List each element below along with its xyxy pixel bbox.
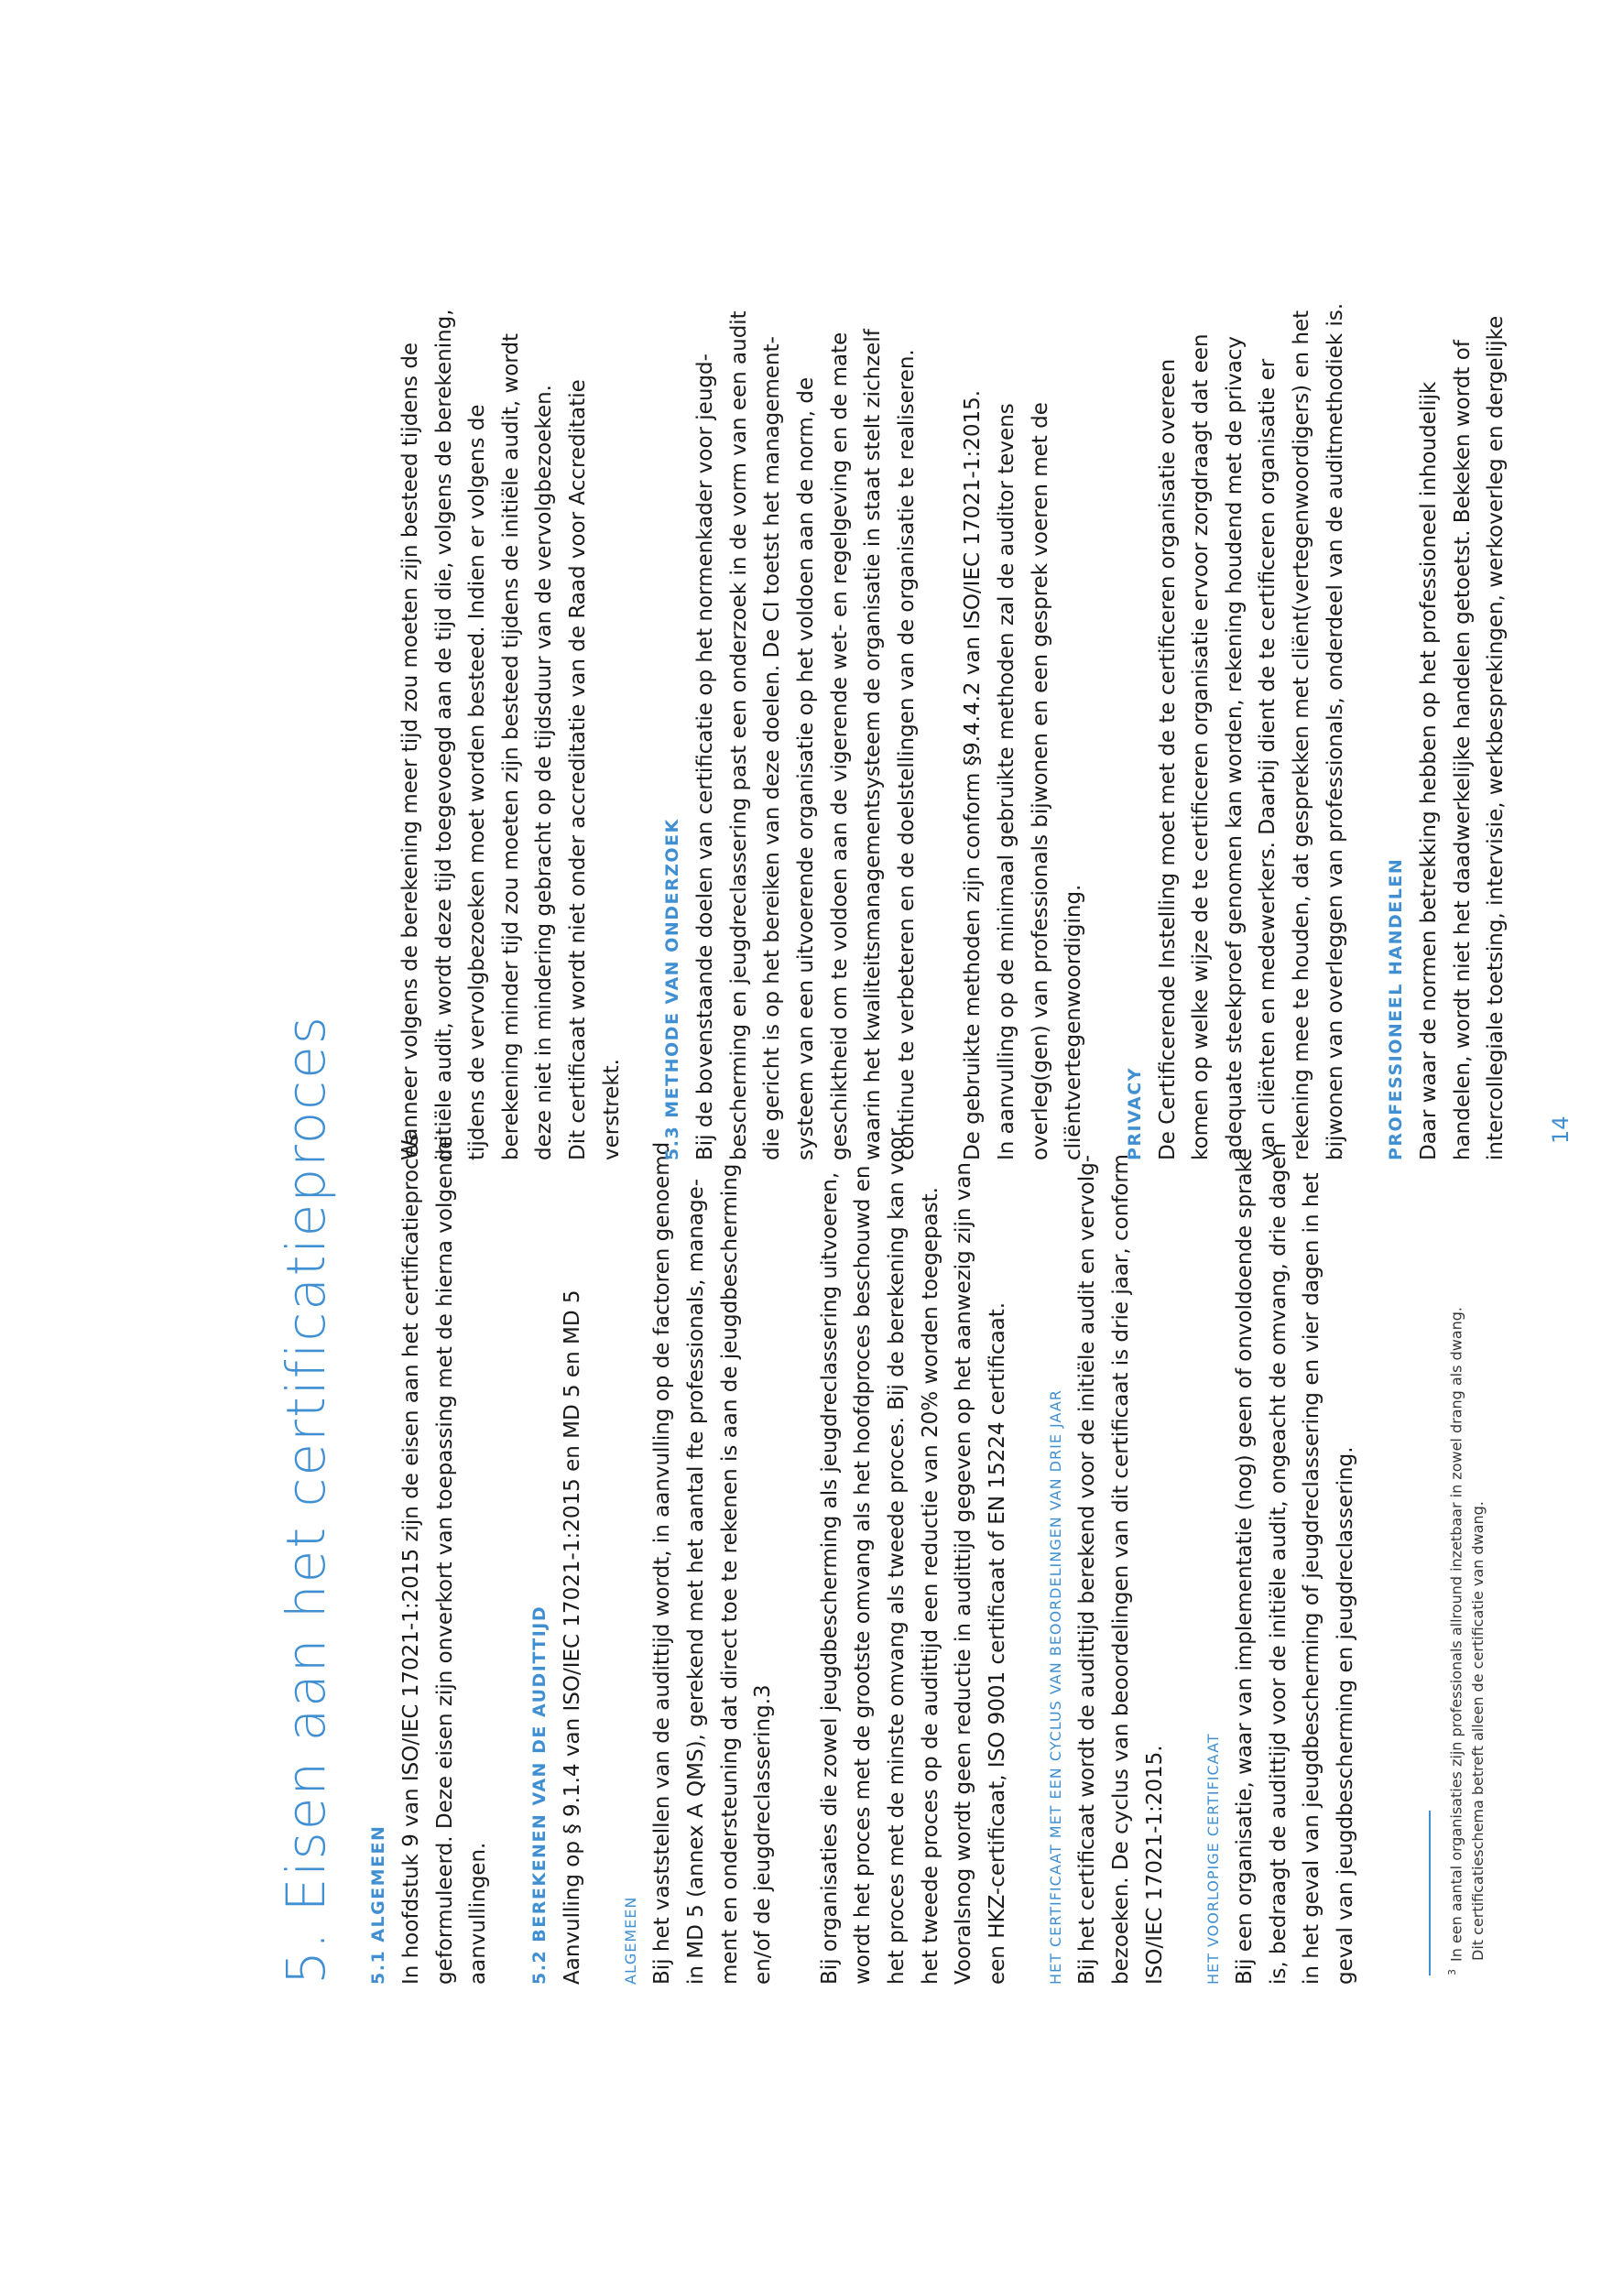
- body-line: bijwonen van overleggen van professionals, onderdeel van de auditmethodiek is.: [1323, 302, 1347, 1160]
- body-line: die gericht is op het bereiken van deze doelen. De CI toetst het management-: [760, 336, 785, 1160]
- body-line: wordt het proces met de grootste omvang als het hoofdproces beschouwd en: [851, 1165, 876, 1985]
- body-line: Bij een organisatie, waar van implementatie (nog) geen of onvoldoende sprake: [1233, 1148, 1258, 1985]
- section-heading-privacy: PRIVACY: [1124, 1067, 1145, 1160]
- body-line: Daar waar de normen betrekking hebben op het professioneel inhoudelijk: [1417, 381, 1442, 1160]
- body-line: adequate steekproef genomen kan worden, rekening houdend met de privacy: [1222, 335, 1247, 1160]
- body-line: geval van jeugdbescherming en jeugdreclassering.: [1333, 1446, 1357, 1985]
- body-line: Vooralsnog wordt geen reductie in audittijd gegeven op het aanwezig zijn van: [952, 1162, 976, 1985]
- footnote-number: 3: [1446, 1969, 1458, 1975]
- footnote: [1442, 1307, 1489, 1975]
- section-heading-algemeen: 5.1 ALGEMEEN: [368, 1824, 388, 1985]
- section-heading-professioneel: PROFESSIONEEL HANDELEN: [1386, 857, 1407, 1160]
- body-line: cliëntvertegenwoordiging.: [1062, 884, 1086, 1160]
- body-line: bezoeken. De cyclus van beoordelingen van dit certificaat is drie jaar, conform: [1108, 1154, 1133, 1985]
- body-line: De Certificerende Instelling moet met de te certificeren organisatie overeen: [1155, 358, 1180, 1160]
- section-heading-audittijd: 5.2 BEREKENEN VAN DE AUDITTIJD: [528, 1605, 550, 1985]
- body-line: initiële audit, wordt deze tijd toegevoegd aan de tijd die, volgens de berekening,: [431, 309, 456, 1160]
- body-line: is, bedraagt de audittijd voor de initiële audit, ongeacht de omvang, drie dagen: [1266, 1142, 1291, 1985]
- page-number: 14: [1548, 1115, 1574, 1144]
- body-line: continue te verbeteren en de doelstellingen van de organisatie te realiseren.: [894, 349, 919, 1160]
- left-column: [362, 1127, 1362, 1985]
- right-column: [394, 302, 1513, 1160]
- body-line: van cliënten en medewerkers. Daarbij dient de te certificeren organisatie er: [1256, 358, 1280, 1160]
- body-line: tijdens de vervolgbezoeken moet worden besteed. Indien er volgens de: [465, 404, 490, 1160]
- body-line: overleg(gen) van professionals bijwonen en een gesprek voeren met de: [1028, 402, 1052, 1160]
- body-line: ISO/IEC 17021-1:2015.: [1142, 1745, 1167, 1985]
- body-line: systeem van een uitvoerende organisatie op het voldoen aan de norm, de: [793, 376, 818, 1160]
- body-line: waarin het kwaliteitsmanagementsysteem de organisatie in staat stelt zichzelf: [861, 329, 886, 1160]
- body-line: Aanvulling op § 9.1.4 van ISO/IEC 17021-1:2015 en MD 5 en MD 5: [560, 1289, 584, 1985]
- body-line: intercollegiale toetsing, intervisie, werkbesprekingen, werkoverleg en dergelijke: [1484, 315, 1509, 1160]
- subheading-algemeen: ALGEMEEN: [622, 1896, 640, 1985]
- body-line: rekening mee te houden, dat gesprekken met cliënt(vertegenwoordigers) en het: [1290, 310, 1314, 1160]
- section-heading-methode: 5.3 METHODE VAN ONDERZOEK: [662, 818, 683, 1160]
- subheading-cyclus: HET CERTIFICAAT MET EEN CYCLUS VAN BEOORDELINGEN VAN DRIE JAAR: [1047, 1389, 1065, 1985]
- footnote-rule: [1429, 1811, 1431, 1975]
- body-line: geschiktheid om te voldoen aan de vigerende wet- en regelgeving en de mate: [827, 332, 852, 1160]
- body-line: in het geval van jeugdbescherming of jeugdreclassering en vier dagen in het: [1300, 1172, 1324, 1985]
- body-line: berekening minder tijd zou moeten zijn besteed tijdens de initiële audit, wordt: [498, 332, 523, 1160]
- body-line: In hoofdstuk 9 van ISO/IEC 17021-1:2015 zijn de eisen aan het certificatieproces: [399, 1134, 423, 1985]
- body-line: In aanvulling op de minimaal gebruikte methoden zal de auditor tevens: [994, 403, 1018, 1160]
- body-line: komen op welke wijze de te certificeren organisatie ervoor zorgdraagt dat een: [1189, 333, 1214, 1160]
- footnote-line: In een aantal organisaties zijn professionals allround inzetbaar in zowel drang als dwang.: [1447, 1307, 1465, 1962]
- body-line: in MD 5 (annex A QMS), gerekend met het aantal fte professionals, manage-: [683, 1178, 708, 1985]
- body-line: De gebruikte methoden zijn conform §9.4.4.2 van ISO/IEC 17021-1:2015.: [961, 389, 986, 1160]
- body-line: deze niet in mindering gebracht op de tijdsduur van de vervolgbezoeken.: [532, 385, 557, 1160]
- footnote-line: Dit certificatieschema betreft alleen de certificatie van dwang.: [1469, 1501, 1487, 1961]
- body-line: Dit certificaat wordt niet onder accreditatie van de Raad voor Accreditatie: [565, 379, 590, 1160]
- body-line: verstrekt.: [599, 1059, 624, 1160]
- body-line: Wanneer volgens de berekening meer tijd zou moeten zijn besteed tijdens de: [398, 342, 422, 1160]
- body-line: Bij de bovenstaande doelen van certificatie op het normenkader voor jeugd-: [693, 354, 718, 1160]
- body-line: ment en ondersteuning dat direct toe te rekenen is aan de jeugdbescherming: [717, 1163, 742, 1985]
- body-line: Bij organisaties die zowel jeugdbescherming als jeugdreclassering uitvoeren,: [817, 1171, 842, 1985]
- body-line: Bij het certificaat wordt de audittijd berekend voor de initiële audit en vervolg-: [1075, 1154, 1100, 1985]
- body-line: een HKZ-certificaat, ISO 9001 certificaat of EN 15224 certificaat.: [985, 1301, 1009, 1985]
- body-line: bescherming en jeugdreclassering past een onderzoek in de vorm van een audit: [726, 310, 751, 1160]
- body-line: Bij het vaststellen van de audittijd wordt, in aanvulling op de factoren genoemd: [650, 1141, 675, 1985]
- chapter-title: 5. Eisen aan het certificatieproces: [275, 1015, 337, 1985]
- body-line: aanvullingen.: [466, 1842, 491, 1985]
- body-line: geformuleerd. Deze eisen zijn onverkort van toepassing met de hierna volgende: [432, 1136, 457, 1985]
- body-line: het proces met de minste omvang als tweede proces. Bij de berekening kan voor: [884, 1127, 909, 1985]
- body-line: en/of de jeugdreclassering.3: [751, 1684, 776, 1985]
- body-line: handelen, wordt niet het daadwerkelijke handelen getoetst. Bekeken wordt of: [1450, 340, 1475, 1160]
- body-line: het tweede proces op de audittijd een reductie van 20% worden toegepast.: [918, 1187, 942, 1985]
- subheading-voorlopig: HET VOORLOPIGE CERTIFICAAT: [1204, 1733, 1223, 1985]
